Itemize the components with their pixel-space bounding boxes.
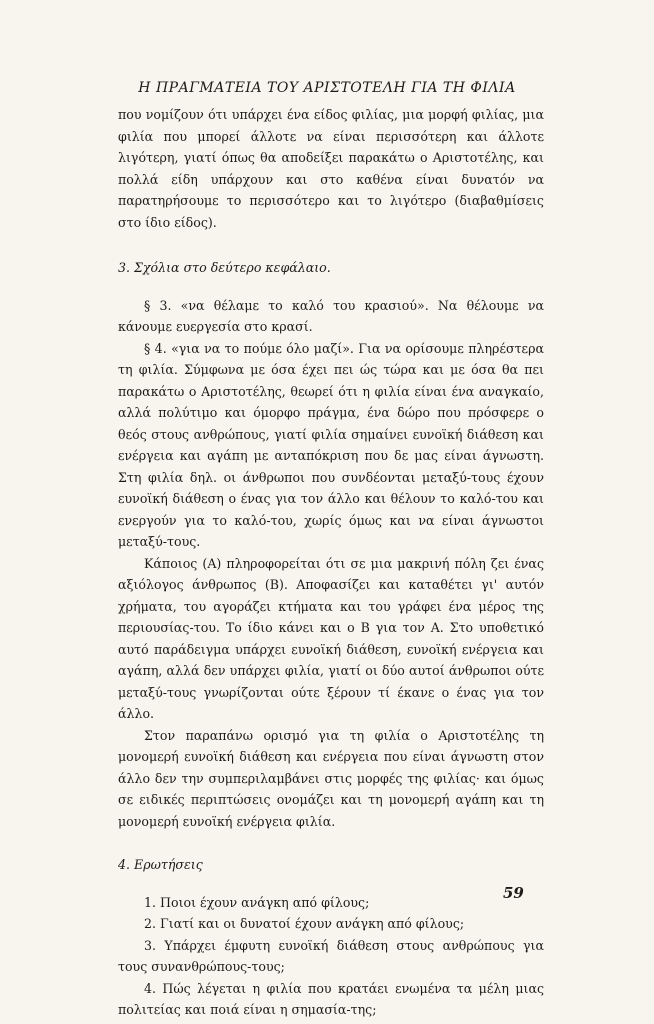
paragraph-definition: Στον παραπάνω ορισμό για τη φιλία ο Αριστοτέλης τη μονομερή ευνοϊκή διάθεση και ενέργεια που είναι άγνωστη στον άλλο δεν την συμπεριλαμβάνει στις μορφές της φιλίας· και όμως σε ειδικές περιπτώσεις ονομάζει και τη μονομερή αγάπη και τη μονομερή ευνοϊκή ενέργεια φιλία. <box>118 727 544 829</box>
paragraph-example: Κάποιος (Α) πληροφορείται ότι σε μια μακρινή πόλη ζει ένας αξιόλογος άνθρωπος (Β). Αποφασίζει και καταθέτει γι' αυτόν χρήματα, του αγοράζει κτήματα και του γράφει ένα μέρος της περιουσίας-του. Το ίδιο κάνει και ο Β για τον Α. Στο υποθετικό αυτό παράδειγμα υπάρχει ευνοϊκή διάθεση, ευνοϊκή ενέργεια και αγάπη, αλλά δεν υπάρχει φιλία, γιατί οι δύο αυτοί άνθρωποι ούτε μεταξύ-τους γνωρίζονται ούτε ξέρουν τί έκανε ο ένας για τον άλλο. <box>118 555 544 721</box>
page-number: 59 <box>503 884 524 902</box>
section-4-heading: 4. Ερωτήσεις <box>118 857 203 872</box>
intro-paragraph: που νομίζουν ότι υπάρχει ένα είδος φιλίας, μια μορφή φιλίας, μια φιλία που μπορεί άλλοτε να είναι περισσότερη και άλλοτε λιγότερη, γιατί όπως θα αποδείξει παρακάτω ο Αριστοτέλης, και πολλά είδη υπάρχουν και στο καθένα είναι δυνατόν να παρατηρήσουμε το περισσότερο και το λιγότερο (διαβαθμίσεις στο ίδιο είδος). <box>118 107 544 230</box>
question-3: 3. Υπάρχει έμφυτη ευνοϊκή διάθεση στους ανθρώπους για τους συνανθρώπους-τους; <box>118 937 544 974</box>
paragraph-s3: § 3. «να θέλαμε το καλό του κρασιού». Να θέλουμε να κάνουμε ευεργεσία στο κρασί. <box>118 297 544 334</box>
question-2: 2. Γιατί και οι δυνατοί έχουν ανάγκη από φίλους; <box>144 916 465 931</box>
question-1: 1. Ποιοι έχουν ανάγκη από φίλους; <box>144 894 370 910</box>
question-4: 4. Πώς λέγεται η φιλία που κρατάει ενωμένα τα μέλη μιας πολιτείας και ποιά είναι η σημασία-της; <box>118 980 544 1017</box>
section-3-heading: 3. Σχόλια στο δεύτερο κεφάλαιο. <box>118 260 331 275</box>
running-head: Η ΠΡΑΓΜΑΤΕΙΑ ΤΟΥ ΑΡΙΣΤΟΤΕΛΗ ΓΙΑ ΤΗ ΦΙΛΙΑ <box>138 80 516 96</box>
paragraph-s4: § 4. «για να το πούμε όλο μαζί». Για να ορίσουμε πληρέστερα τη φιλία. Σύμφωνα με όσα έχει πει ώς τώρα και με όσα θα πει παρακάτω ο Αριστοτέλης, θεωρεί ότι η φιλία είναι ένα αναγκαίο, αλλά πολύτιμο και όμορφο πράγμα, ένα δώρο που πρόσφερε ο θεός στους ανθρώπους, γιατί φιλία σημαίνει ευνοϊκή διάθεση και ενέργεια και αγάπη με ανταπόκριση που δε μας είναι άγνωστη. Στη φιλία δηλ. οι άνθρωποι που συνδέονται μεταξύ-τους έχουν ευνοϊκή διάθεση ο ένας για τον άλλο και θέλουν το καλό-του και ενεργούν για το καλό-του, χωρίς όμως και να είναι άγνωστοι μεταξύ-τους. <box>118 340 544 549</box>
body-text <box>118 104 544 1021</box>
